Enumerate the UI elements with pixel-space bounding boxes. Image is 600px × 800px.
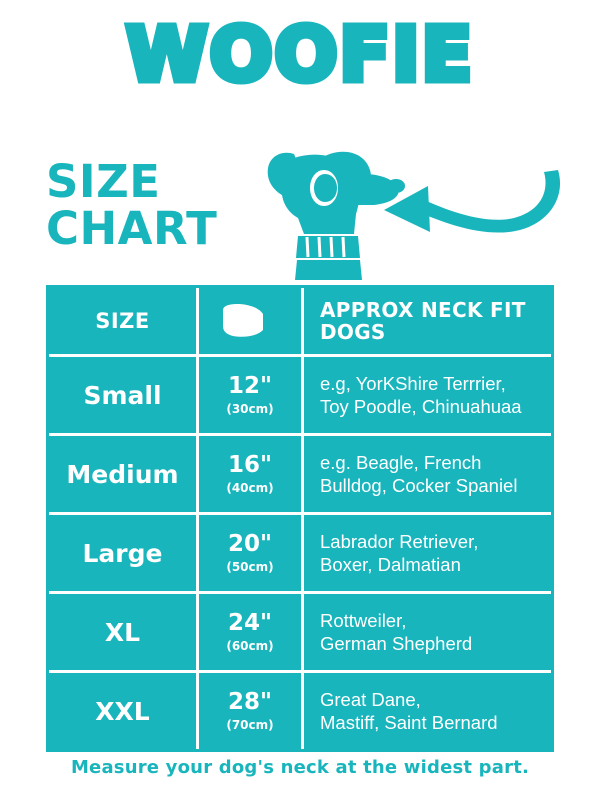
size-label: XXL — [95, 696, 150, 726]
header-dogs-label-line2: DOGS — [320, 320, 386, 344]
neck-centimeters: (40cm) — [226, 480, 274, 495]
header-size-label: SIZE — [95, 309, 150, 333]
neck-centimeters: (50cm) — [226, 559, 274, 574]
header-cell-size — [49, 288, 199, 354]
header-dogs-label-line1: APPROX NECK FIT — [320, 297, 526, 322]
dogs-line1: Rottweiler, — [320, 609, 407, 631]
neck-inches: 12" — [228, 372, 272, 399]
neck-inches: 28" — [228, 688, 272, 715]
size-label: Large — [82, 538, 163, 568]
cell-size — [49, 357, 199, 433]
cell-size — [49, 515, 199, 591]
neck-centimeters: (60cm) — [226, 638, 274, 653]
dogs-line2: Bulldog, Cocker Spaniel — [320, 475, 518, 496]
size-label: XL — [104, 617, 141, 647]
dogs-line2: Boxer, Dalmatian — [320, 554, 461, 575]
neck-inches: 24" — [228, 609, 272, 636]
dogs-line2: Mastiff, Saint Bernard — [320, 712, 498, 733]
header-cell-dogs — [304, 288, 551, 354]
brand-wordmark: WOOFIE — [125, 12, 475, 98]
cell-dogs — [304, 436, 551, 512]
dog-illustration — [198, 148, 568, 293]
neck-centimeters: (70cm) — [226, 717, 274, 732]
page-title-line1: SIZE — [46, 155, 161, 208]
dogs-line1: e.g. Beagle, French — [320, 451, 482, 473]
cell-dogs — [304, 673, 551, 749]
cell-size — [49, 594, 199, 670]
neck-centimeters: (30cm) — [226, 401, 274, 416]
cell-neck — [199, 673, 304, 749]
header-cell-neck — [199, 288, 304, 354]
table-header-row — [49, 288, 551, 357]
page-title-line2: CHART — [46, 202, 218, 256]
table-row — [49, 594, 551, 673]
dogs-line1: e.g, YorKShire Terrrier, — [320, 372, 506, 394]
dogs-line2: Toy Poodle, Chinuahuaa — [320, 396, 522, 417]
cell-dogs — [304, 515, 551, 591]
size-chart-table — [46, 285, 554, 752]
footer-note: Measure your dog's neck at the widest part. — [70, 757, 530, 778]
cell-neck — [199, 594, 304, 670]
cell-size — [49, 673, 199, 749]
neck-inches: 16" — [228, 451, 272, 478]
size-label: Small — [83, 380, 162, 410]
cell-dogs — [304, 357, 551, 433]
table-row — [49, 436, 551, 515]
size-label: Medium — [66, 459, 179, 489]
cell-neck — [199, 357, 304, 433]
cell-neck — [199, 515, 304, 591]
cell-neck — [199, 436, 304, 512]
table-row — [49, 673, 551, 749]
dogs-line2: German Shepherd — [320, 633, 473, 654]
dogs-line1: Great Dane, — [320, 688, 421, 710]
cell-size — [49, 436, 199, 512]
neck-inches: 20" — [228, 530, 272, 557]
table-row — [49, 515, 551, 594]
table-row — [49, 357, 551, 436]
cell-dogs — [304, 594, 551, 670]
dogs-line1: Labrador Retriever, — [320, 530, 479, 552]
collar-icon — [219, 304, 281, 338]
